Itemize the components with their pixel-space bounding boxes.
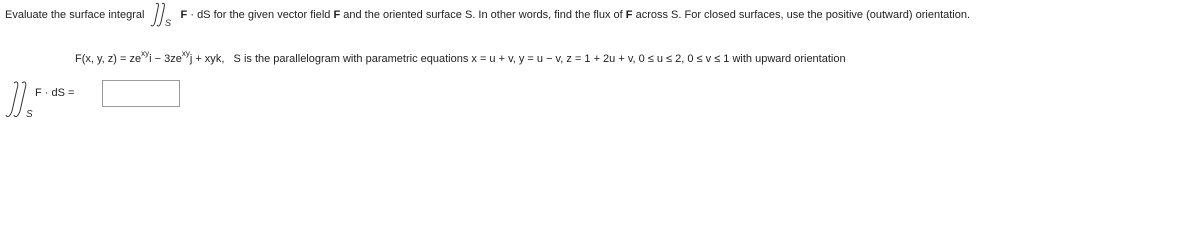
exponent-1: xy	[141, 49, 150, 59]
instructions-line	[5, 8, 971, 28]
field-symbol: F	[180, 9, 188, 21]
surface-symbol-2: S	[671, 9, 679, 21]
i-term: i − 3ze	[149, 53, 182, 65]
instructions-text-4: across	[635, 9, 668, 21]
double-integral-glyph	[150, 2, 172, 28]
answer-integral-subscript: S	[26, 109, 33, 120]
exponent-2: xy	[181, 49, 190, 59]
problem-statement	[75, 49, 846, 66]
field-symbol-2: F	[333, 9, 341, 21]
field-symbol-3: F	[625, 9, 633, 21]
field-lhs: F(x, y, z) = ze	[75, 53, 142, 65]
double-integral-symbol	[147, 8, 177, 28]
surface-description: S is the parallelogram with parametric equations x = u + v, y = u − v, z = 1 + 2u + v, 0 ≤ u ≤ 2, 0 ≤ v ≤ 1 with upward orientation	[233, 53, 846, 65]
instructions-text-2: and the oriented surface	[343, 9, 462, 21]
j-term: j + xy	[189, 53, 216, 65]
k-term: k,	[215, 53, 225, 65]
field-definition	[75, 49, 225, 65]
instructions-text-1: for the given vector field	[213, 9, 331, 21]
integral-subscript: S	[165, 18, 172, 28]
answer-double-integral-icon	[5, 80, 35, 120]
instructions-text-3: . In other words, find the flux of	[472, 9, 623, 21]
surface-symbol: S	[464, 9, 473, 21]
answer-label: F · dS =	[35, 87, 75, 99]
instructions-lead: Evaluate the surface integral	[5, 9, 145, 21]
dot-ds: · dS	[190, 9, 211, 21]
answer-input[interactable]	[102, 80, 180, 107]
instructions-text-5: . For closed surfaces, use the positive (outward) orientation.	[678, 9, 971, 21]
